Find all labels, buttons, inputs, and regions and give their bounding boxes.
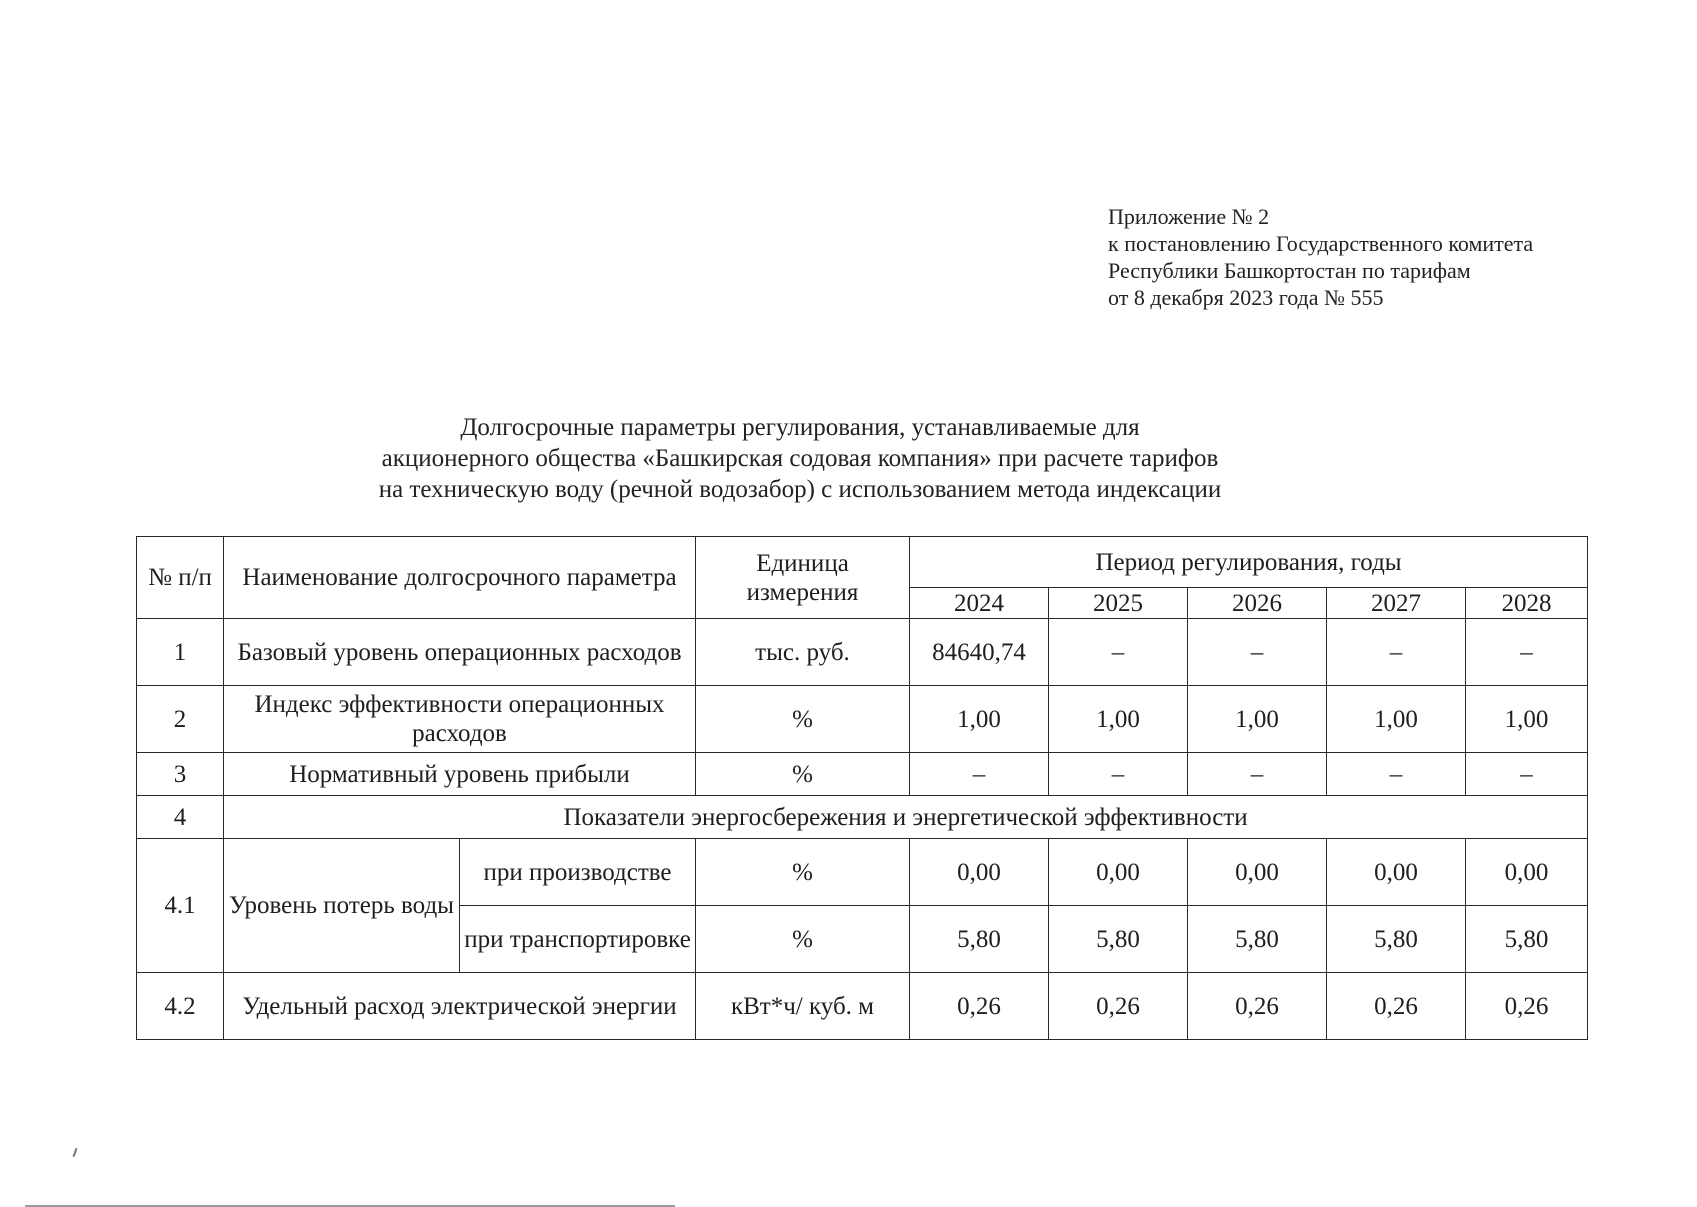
row-value: 84640,74 xyxy=(910,619,1049,686)
row-value: 1,00 xyxy=(1466,686,1588,753)
header-year: 2026 xyxy=(1188,588,1327,619)
row-value: 1,00 xyxy=(1327,686,1466,753)
row-num: 4 xyxy=(137,796,224,839)
row-name: Индекс эффективности операционных расходов xyxy=(224,686,696,753)
row-value: – xyxy=(1049,619,1188,686)
row-value: – xyxy=(1188,753,1327,796)
row-value: 0,26 xyxy=(1188,973,1327,1040)
row-num: 3 xyxy=(137,753,224,796)
table-row xyxy=(137,973,1588,1040)
row-value: – xyxy=(910,753,1049,796)
row-value: 0,00 xyxy=(1327,839,1466,906)
appendix-line-4: от 8 декабря 2023 года № 555 xyxy=(1108,285,1384,310)
row-value: 0,26 xyxy=(1327,973,1466,1040)
row-subname: при транспортировке xyxy=(460,906,696,973)
row-value: 0,26 xyxy=(1466,973,1588,1040)
header-year: 2027 xyxy=(1327,588,1466,619)
scan-mark xyxy=(73,1148,78,1157)
row-value: 5,80 xyxy=(1327,906,1466,973)
row-value: 5,80 xyxy=(1188,906,1327,973)
row-value: 0,00 xyxy=(1049,839,1188,906)
row-name: Базовый уровень операционных расходов xyxy=(224,619,696,686)
table-row xyxy=(137,753,1588,796)
row-value: – xyxy=(1188,619,1327,686)
row-unit: % xyxy=(696,839,910,906)
row-unit: кВт*ч/ куб. м xyxy=(696,973,910,1040)
appendix-line-1: Приложение № 2 xyxy=(1108,204,1270,229)
header-unit: Единица измерения xyxy=(696,537,910,619)
header-period: Период регулирования, годы xyxy=(910,537,1588,588)
row-num: 1 xyxy=(137,619,224,686)
row-unit: тыс. руб. xyxy=(696,619,910,686)
title-line-2: акционерного общества «Башкирская содовая компания» при расчете тарифов xyxy=(381,445,1219,472)
row-num: 2 xyxy=(137,686,224,753)
row-value: 5,80 xyxy=(910,906,1049,973)
row-unit: % xyxy=(696,753,910,796)
row-value: 0,26 xyxy=(1049,973,1188,1040)
header-num: № п/п xyxy=(137,537,224,619)
row-value: – xyxy=(1049,753,1188,796)
title-line-3: на техническую воду (речной водозабор) с использованием метода индексации xyxy=(378,476,1222,503)
row-name: Уровень потерь воды xyxy=(224,839,460,973)
header-year: 2024 xyxy=(910,588,1049,619)
row-value: – xyxy=(1466,753,1588,796)
row-value: – xyxy=(1466,619,1588,686)
row-value: 5,80 xyxy=(1049,906,1188,973)
appendix-line-2: к постановлению Государственного комитета xyxy=(1108,231,1534,256)
row-subname: при производстве xyxy=(460,839,696,906)
row-num: 4.2 xyxy=(137,973,224,1040)
row-value: 0,26 xyxy=(910,973,1049,1040)
row-value: 5,80 xyxy=(1466,906,1588,973)
row-unit: % xyxy=(696,686,910,753)
row-value: – xyxy=(1327,753,1466,796)
table-row xyxy=(137,619,1588,686)
document-title xyxy=(300,412,1300,505)
parameters-table xyxy=(136,536,1588,1040)
header-name: Наименование долгосрочного параметра xyxy=(224,537,696,619)
table-section-row xyxy=(137,796,1588,839)
header-year: 2025 xyxy=(1049,588,1188,619)
appendix-header xyxy=(1108,203,1533,311)
row-unit: % xyxy=(696,906,910,973)
row-value: 1,00 xyxy=(1049,686,1188,753)
section-name: Показатели энергосбережения и энергетической эффективности xyxy=(224,796,1588,839)
row-value: 0,00 xyxy=(910,839,1049,906)
table-row xyxy=(137,839,1588,906)
row-value: 0,00 xyxy=(1466,839,1588,906)
title-line-1: Долгосрочные параметры регулирования, устанавливаемые для xyxy=(460,414,1140,441)
row-num: 4.1 xyxy=(137,839,224,973)
table-header-row xyxy=(137,537,1588,588)
row-value: – xyxy=(1327,619,1466,686)
row-name: Нормативный уровень прибыли xyxy=(224,753,696,796)
row-name: Удельный расход электрической энергии xyxy=(224,973,696,1040)
table-row xyxy=(137,686,1588,753)
row-value: 1,00 xyxy=(1188,686,1327,753)
row-value: 0,00 xyxy=(1188,839,1327,906)
appendix-line-3: Республики Башкортостан по тарифам xyxy=(1108,258,1471,283)
header-year: 2028 xyxy=(1466,588,1588,619)
row-value: 1,00 xyxy=(910,686,1049,753)
